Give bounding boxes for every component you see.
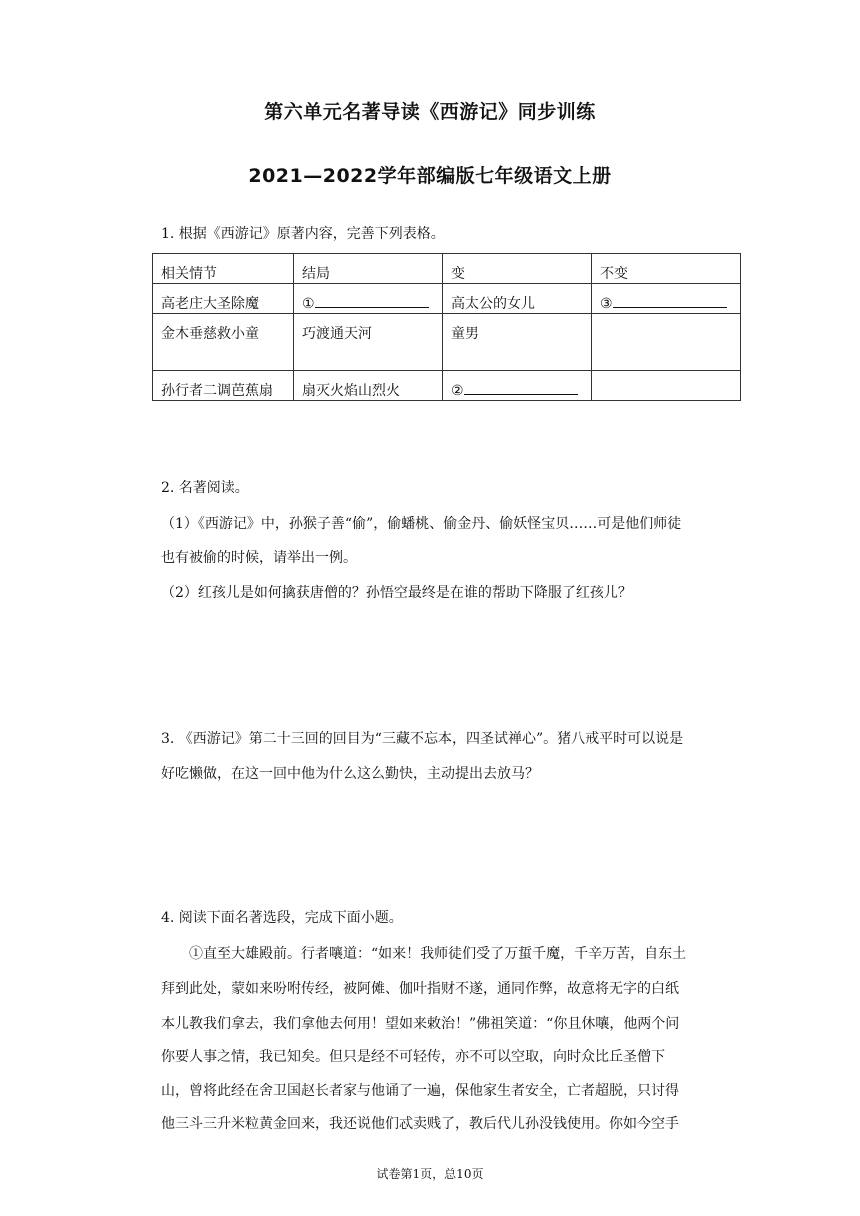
- blank-number: ①: [302, 296, 315, 312]
- table-cell: [592, 284, 741, 314]
- passage-line: 山，曾将此经在舍卫国赵长者家与他诵了一遍，保他家生者安全，亡者超脱，只讨得: [161, 1083, 679, 1099]
- table-header-row: [153, 254, 741, 284]
- table-cell: 巧渡通天河: [294, 314, 443, 371]
- table-cell: 扇灭火焰山烈火: [294, 371, 443, 401]
- page-subtitle: 2021—2022学年部编版七年级语文上册: [248, 165, 612, 187]
- blank-number: ③: [600, 296, 613, 312]
- page-footer: 试卷第1页，总10页: [376, 1167, 484, 1181]
- table-header-cell: 变: [443, 254, 592, 284]
- q2-sub1-line1: （1）《西游记》中，孙猴子善“偷”，偷蟠桃、偷金丹、偷妖怪宝贝……可是他们师徒: [161, 516, 682, 532]
- table-row: [153, 314, 741, 371]
- q2-sub1-line2: 也有被偷的时候，请举出一例。: [161, 550, 357, 566]
- passage-line: 本儿教我们拿去，我们拿他去何用！望如来敕治！”佛祖笑道：“你且休嚷，他两个问: [161, 1016, 680, 1032]
- passage-line: ①直至大雄殿前。行者嚷道：“如来！我师徒们受了万蜇千魔，千辛万苦，自东土: [189, 946, 687, 962]
- q4-prompt: 4. 阅读下面名著选段，完成下面小题。: [161, 910, 403, 926]
- answer-blank[interactable]: [464, 380, 578, 395]
- q1-prompt: 1. 根据《西游记》原著内容，完善下列表格。: [161, 226, 445, 242]
- table-row: [153, 284, 741, 314]
- table-header-cell: 相关情节: [153, 254, 294, 284]
- table-cell: 金木垂慈救小童: [153, 314, 294, 371]
- q3-line1: 3. 《西游记》第二十三回的回目为“三藏不忘本，四圣试禅心”。猪八戒平时可以说是: [161, 731, 684, 747]
- table-cell: 高太公的女儿: [443, 284, 592, 314]
- table-header-cell: 不变: [592, 254, 741, 284]
- table-cell: 高老庄大圣除魔: [153, 284, 294, 314]
- passage-line: 拜到此处，蒙如来吩咐传经，被阿傩、伽叶指财不遂，通同作弊，故意将无字的白纸: [161, 981, 679, 997]
- q2-prompt: 2. 名著阅读。: [161, 480, 249, 496]
- table-cell: [592, 314, 741, 371]
- table-cell: [443, 371, 592, 401]
- blank-number: ②: [451, 383, 464, 399]
- table-cell: 孙行者二调芭蕉扇: [153, 371, 294, 401]
- table-cell: 童男: [443, 314, 592, 371]
- q2-sub2: （2）红孩儿是如何擒获唐僧的？孙悟空最终是在谁的帮助下降服了红孩儿？: [161, 585, 632, 601]
- answer-blank[interactable]: [613, 293, 727, 308]
- answer-blank[interactable]: [315, 293, 429, 308]
- passage-line: 你要人事之情，我已知矣。但只是经不可轻传，亦不可以空取，向时众比丘圣僧下: [161, 1049, 665, 1065]
- page-title: 第六单元名著导读《西游记》同步训练: [264, 101, 596, 123]
- table-row: [153, 371, 741, 401]
- passage-line: 他三斗三升米粒黄金回来，我还说他们忒卖贱了，教后代儿孙没钱使用。你如今空手: [161, 1116, 679, 1132]
- table-cell: [294, 284, 443, 314]
- table-header-cell: 结局: [294, 254, 443, 284]
- q1-table: [152, 253, 741, 401]
- q3-line2: 好吃懒做，在这一回中他为什么这么勤快，主动提出去放马？: [161, 766, 539, 782]
- table-cell: [592, 371, 741, 401]
